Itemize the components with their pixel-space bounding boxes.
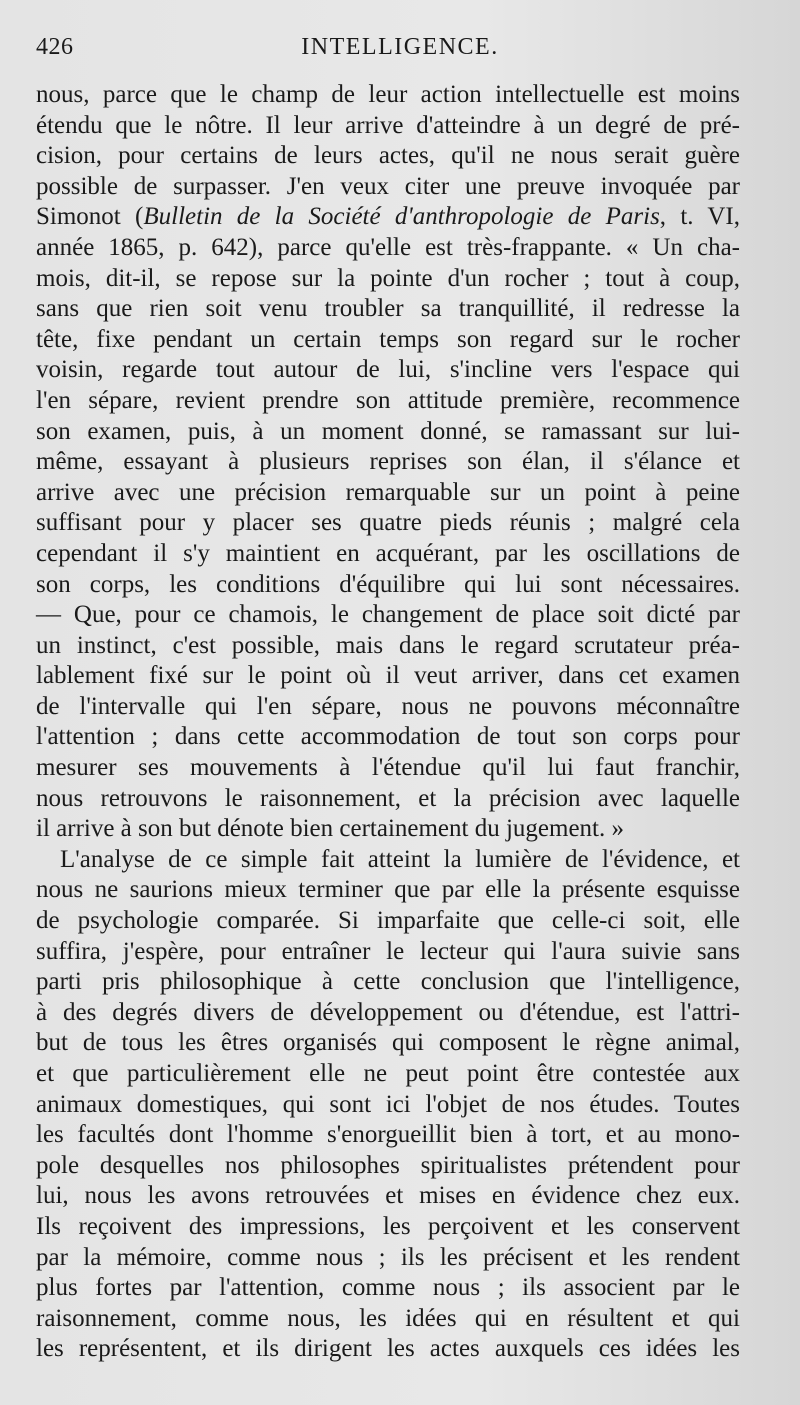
text-line: par la mémoire, comme nous ; ils les précisent et les rendent xyxy=(36,1243,740,1271)
text-line: de psychologie comparée. Si imparfaite que celle-ci soit, elle xyxy=(36,907,740,935)
text-line: nous, parce que le champ de leur action intellectuelle est moins xyxy=(36,81,740,108)
text-line: sans que rien soit venu troubler sa tranquillité, il redresse la xyxy=(36,295,740,323)
text-line: mesurer ses mouvements à l'étendue qu'il lui faut franchir, xyxy=(36,754,740,782)
text-line: plus fortes par l'attention, comme nous ; ils associent par le xyxy=(36,1274,740,1302)
page-header xyxy=(36,34,764,64)
text-line: nous ne saurions mieux terminer que par elle la présente esquisse xyxy=(36,876,740,904)
text-line: raisonnement, comme nous, les idées qui en résultent et qui xyxy=(36,1304,740,1332)
text-line: l'attention ; dans cette accommodation de tout son corps pour xyxy=(36,723,740,751)
text-line: il arrive à son but dénote bien certainement du jugement. » xyxy=(36,815,625,843)
text-line: pole desquelles nos philosophes spiritualistes prétendent pour xyxy=(36,1151,740,1179)
text-line: cependant il s'y maintient en acquérant, par les oscillations de xyxy=(36,539,740,567)
text-line: mois, dit-il, se repose sur la pointe d'un rocher ; tout à coup, xyxy=(36,264,740,292)
text-line: L'analyse de ce simple fait atteint la lumière de l'évidence, et xyxy=(60,845,740,873)
text-line: et que particulièrement elle ne peut point être contestée aux xyxy=(36,1060,740,1087)
text-line: possible de surpasser. J'en veux citer une preuve invoquée par xyxy=(36,172,740,200)
text-line: les facultés dont l'homme s'enorgueillit bien à tort, et au mono- xyxy=(36,1121,740,1149)
text-line: animaux domestiques, qui sont ici l'objet de nos études. Toutes xyxy=(36,1090,740,1118)
text-line: parti pris philosophique à cette conclusion que l'intelligence, xyxy=(36,968,740,996)
page-number: 426 xyxy=(36,34,74,60)
text-line: suffisant pour y placer ses quatre pieds réunis ; malgré cela xyxy=(36,509,740,537)
text-line: l'en sépare, revient prendre son attitude première, recommence xyxy=(36,386,740,414)
text-line: année 1865, p. 642), parce qu'elle est très-frappante. « Un cha- xyxy=(36,233,740,261)
text-line: tête, fixe pendant un certain temps son regard sur le rocher xyxy=(36,325,740,353)
text-line: Simonot (Bulletin de la Société d'anthropologie de Paris, t. VI, xyxy=(36,203,740,231)
text-line: étendu que le nôtre. Il leur arrive d'atteindre à un degré de pré- xyxy=(36,111,740,139)
text-line: son corps, les conditions d'équilibre qui lui sont nécessaires. xyxy=(36,570,740,598)
text-line: les représentent, et ils dirigent les actes auxquels ces idées les xyxy=(36,1335,740,1363)
text-line: arrive avec une précision remarquable sur un point à peine xyxy=(36,478,740,506)
text-line: suffira, j'espère, pour entraîner le lecteur qui l'aura suivie sans xyxy=(36,937,740,965)
running-head: INTELLIGENCE. xyxy=(301,34,499,60)
text-line: son examen, puis, à un moment donné, se ramassant sur lui- xyxy=(36,417,740,445)
text-line: nous retrouvons le raisonnement, et la précision avec laquelle xyxy=(36,784,740,812)
text-line: voisin, regarde tout autour de lui, s'incline vers l'espace qui xyxy=(36,356,740,384)
text-line: but de tous les êtres organisés qui composent le règne animal, xyxy=(36,1029,740,1057)
text-line: même, essayant à plusieurs reprises son élan, il s'élance et xyxy=(36,448,740,476)
body-text xyxy=(36,80,740,1365)
text-line: à des degrés divers de développement ou d'étendue, est l'attri- xyxy=(36,998,740,1026)
text-line: Ils reçoivent des impressions, les perçoivent et les conservent xyxy=(36,1212,740,1240)
text-line: un instinct, c'est possible, mais dans le regard scrutateur préa- xyxy=(36,631,740,659)
text-line: lablement fixé sur le point où il veut arriver, dans cet examen xyxy=(36,662,740,690)
text-line: — Que, pour ce chamois, le changement de place soit dicté par xyxy=(36,601,740,629)
text-line: cision, pour certains de leurs actes, qu'il ne nous serait guère xyxy=(36,142,740,170)
text-line: de l'intervalle qui l'en sépare, nous ne pouvons méconnaître xyxy=(36,692,740,720)
text-line: lui, nous les avons retrouvées et mises en évidence chez eux. xyxy=(36,1182,740,1210)
